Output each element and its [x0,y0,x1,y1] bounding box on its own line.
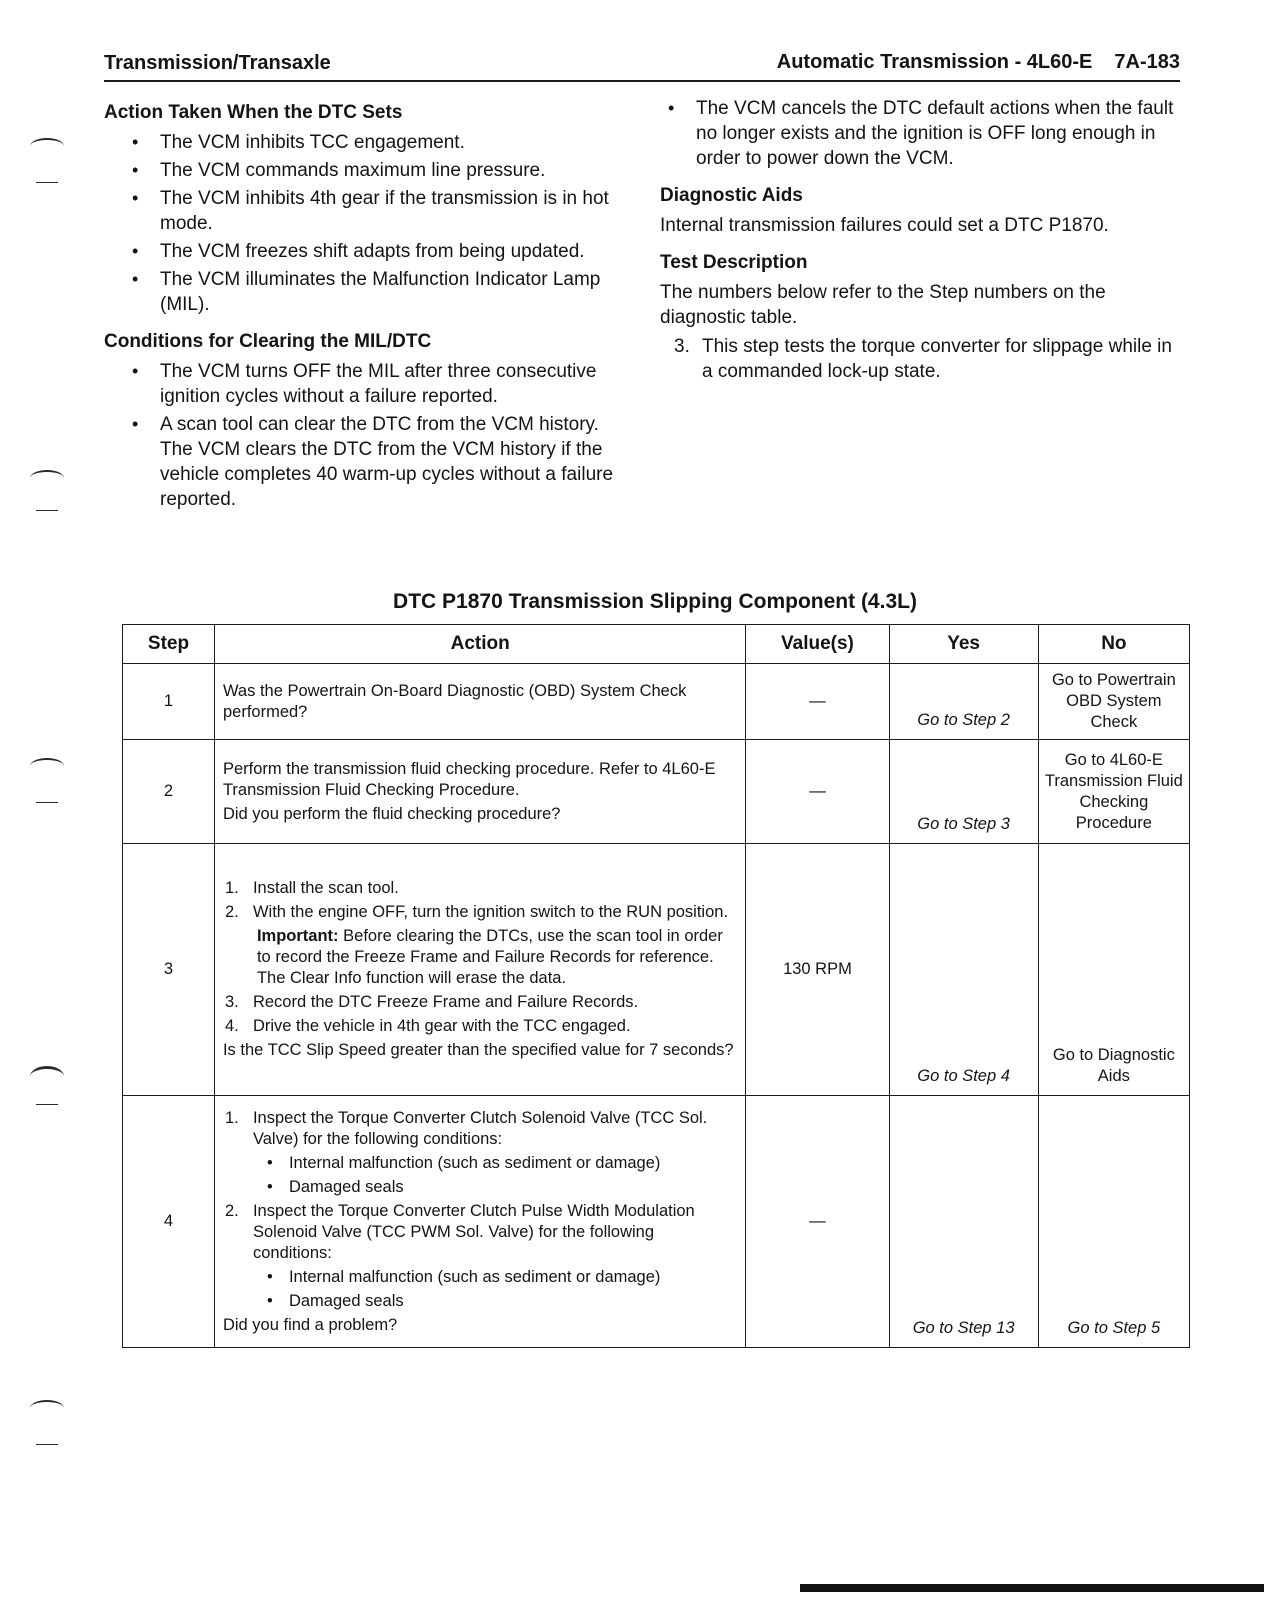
margin-mark [30,1400,64,1416]
test-description-text: The numbers below refer to the Step numbers on the diagnostic table. [660,282,1106,328]
table-row [123,740,1190,844]
yes-cell: Go to Step 3 [889,740,1038,844]
step-cell: 3 [123,844,215,1096]
chapter-title [777,51,1180,74]
action-question: Is the TCC Slip Speed greater than the specified value for 7 seconds? [222,1041,734,1059]
yes-cell: Go to Step 4 [889,844,1038,1096]
margin-mark [36,802,58,803]
no-cell: Go to Diagnostic Aids [1038,844,1189,1096]
no-cell: Go to 4L60-E Transmission Fluid Checking Procedure [1038,740,1189,844]
col-header-action: Action [214,625,745,664]
yes-cell: Go to Step 2 [889,664,1038,740]
action-step [223,902,737,923]
cancel-list [660,96,1180,171]
action-step [223,1108,737,1150]
action-step [223,1016,737,1037]
yes-cell: Go to Step 13 [889,1096,1038,1348]
list-item: • The VCM inhibits 4th gear if the transmission is in hot mode. [104,186,634,236]
value-cell: — [746,740,889,844]
value-cell: — [746,1096,889,1348]
list-item: • The VCM turns OFF the MIL after three consecutive ignition cycles without a failure reported. [104,359,634,409]
col-header-no: No [1038,625,1189,664]
important-note [223,926,737,989]
step-text: Inspect the Torque Converter Clutch Solenoid Valve (TCC Sol. Valve) for the following conditions: [252,1108,708,1148]
no-cell: Go to Powertrain OBD System Check [1038,664,1189,740]
action-text: Perform the transmission fluid checking procedure. Refer to 4L60-E Transmission Fluid Checking Procedure. [222,759,716,799]
value-cell: — [746,664,889,740]
step-text: Install the scan tool. [252,879,399,897]
list-item: • A scan tool can clear the DTC from the VCM history. The VCM clears the DTC from the VCM history if the vehicle completes 40 warm-up cycles without a failure reported. [104,412,634,512]
list-item [660,334,1180,384]
value-cell: 130 RPM [746,844,889,1096]
diagnostic-aids-heading: Diagnostic Aids [660,185,803,206]
list-item: • The VCM illuminates the Malfunction Indicator Lamp (MIL). [104,267,634,317]
step-text: With the engine OFF, turn the ignition switch to the RUN position. [252,903,729,921]
condition-item: • Internal malfunction (such as sediment or damage) [223,1153,737,1174]
step-number: 1. [224,879,239,897]
step-text: This step tests the torque converter for slippage while in a commanded lock-up state. [702,336,1172,382]
margin-mark [36,1444,58,1445]
margin-mark [30,758,64,774]
step-number: 1. [224,1108,239,1127]
list-item: • The VCM freezes shift adapts from being updated. [104,239,634,264]
action-cell [214,740,745,844]
step-text: Drive the vehicle in 4th gear with the TCC engaged. [252,1017,631,1035]
table-row [123,844,1190,1096]
chapter-name: Automatic Transmission - 4L60-E [776,51,1093,73]
action-step [223,992,737,1013]
table-header-row [123,625,1190,664]
condition-item: • Internal malfunction (such as sediment or damage) [223,1267,737,1288]
action-cell: Was the Powertrain On-Board Diagnostic (OBD) System Check performed? [214,664,745,740]
list-item: • The VCM commands maximum line pressure. [104,158,634,183]
col-header-yes: Yes [889,625,1038,664]
test-step-list [660,334,1180,384]
margin-mark [30,1066,64,1087]
step-number: 3. [674,336,690,357]
page-bottom-rule [800,1584,1264,1592]
col-header-values: Value(s) [746,625,889,664]
condition-item: • Damaged seals [223,1291,737,1312]
step-cell: 2 [123,740,215,844]
important-text: Before clearing the DTCs, use the scan tool in order to record the Freeze Frame and Failure Records for reference. The Clear Info function will erase the data. [256,927,723,987]
table-row [123,664,1190,740]
important-label: Important: [256,927,339,945]
margin-mark [36,182,58,183]
step-cell: 4 [123,1096,215,1348]
no-cell: Go to Step 5 [1038,1096,1189,1348]
action-cell [214,1096,745,1348]
action-step [223,878,737,899]
list-item: • The VCM inhibits TCC engagement. [104,130,634,155]
diagnostic-table [122,624,1190,1348]
action-question: Did you perform the fluid checking procedure? [222,804,561,823]
right-column [660,96,1180,384]
action-step [223,1201,737,1264]
step-cell: 1 [123,664,215,740]
step-number: 4. [224,1017,239,1035]
section-title: Transmission/Transaxle [104,52,331,74]
action-question: Did you find a problem? [222,1315,398,1334]
margin-mark [30,138,64,154]
action-cell [214,844,745,1096]
table-row [123,1096,1190,1348]
action-heading: Action Taken When the DTC Sets [104,102,403,123]
table-title: DTC P1870 Transmission Slipping Component (4.3L) [393,590,917,613]
condition-item: • Damaged seals [223,1177,737,1198]
page-header [104,46,1180,82]
margin-mark [30,470,64,486]
test-description-heading: Test Description [660,252,808,273]
step-number: 2. [224,1201,239,1220]
margin-mark [36,510,58,511]
step-text: Inspect the Torque Converter Clutch Pulse Width Modulation Solenoid Valve (TCC PWM Sol. Valve) for the following conditions: [252,1201,695,1262]
col-header-step: Step [123,625,215,664]
diagnostic-aids-text: Internal transmission failures could set a DTC P1870. [660,215,1109,236]
list-item: • The VCM cancels the DTC default actions when the fault no longer exists and the ignition is OFF long enough in order to power down the VCM. [660,96,1180,171]
conditions-heading: Conditions for Clearing the MIL/DTC [104,331,432,352]
step-text: Record the DTC Freeze Frame and Failure Records. [252,993,639,1011]
left-column [104,102,634,522]
step-number: 2. [224,903,239,921]
conditions-list [104,359,634,512]
step-number: 3. [224,993,239,1011]
margin-mark [36,1104,58,1105]
action-list [104,130,634,317]
page-number: 7A-183 [1114,51,1180,73]
